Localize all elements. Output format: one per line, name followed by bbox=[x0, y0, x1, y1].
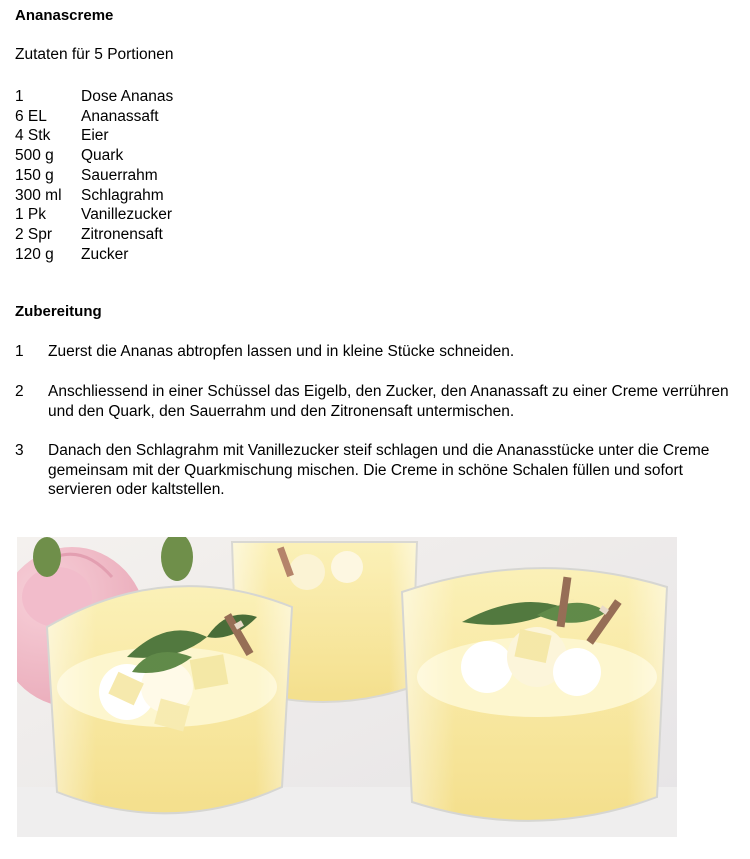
ingredient-qty: 500 g bbox=[15, 147, 54, 165]
dessert-photo bbox=[17, 537, 677, 837]
ingredient-item: Sauerrahm bbox=[81, 166, 158, 184]
step-number: 1 bbox=[15, 343, 24, 360]
preparation-title: Zubereitung bbox=[15, 303, 102, 320]
step-text: Anschliessend in einer Schüssel das Eigelb, den Zucker, den Ananassaft zu einer Creme verrühren und den Quark, den Sauerrahm und den Zitronensaft untermischen. bbox=[48, 383, 729, 420]
ingredient-qty: 4 Stk bbox=[15, 127, 51, 145]
ingredient-qty: 1 bbox=[15, 88, 24, 105]
portions-line: Zutaten für 5 Portionen bbox=[15, 46, 174, 63]
ingredient-item: Ananassaft bbox=[81, 107, 159, 125]
ingredient-row bbox=[15, 225, 173, 245]
ingredient-row bbox=[15, 245, 173, 265]
ingredient-qty: 300 ml bbox=[15, 186, 62, 204]
ingredient-qty: 150 g bbox=[15, 166, 54, 184]
ingredient-qty: 120 g bbox=[15, 245, 54, 263]
ingredient-item: Quark bbox=[81, 147, 124, 165]
ingredient-list bbox=[15, 87, 173, 264]
ingredient-item: Zucker bbox=[81, 245, 129, 263]
ingredient-row bbox=[15, 166, 173, 186]
recipe-title: Ananascreme bbox=[15, 7, 114, 24]
step-text: Danach den Schlagrahm mit Vanillezucker steif schlagen und die Ananasstücke unter die Creme gemeinsam mit der Quarkmischung mischen. Die Creme in schöne Schalen füllen und sofort servieren oder kaltstellen. bbox=[48, 442, 710, 499]
ingredient-row bbox=[15, 107, 173, 127]
ingredient-item: Eier bbox=[81, 127, 109, 145]
ingredient-row bbox=[15, 186, 173, 206]
ingredient-item: Dose Ananas bbox=[81, 88, 174, 105]
step-text: Zuerst die Ananas abtropfen lassen und in kleine Stücke schneiden. bbox=[48, 343, 515, 360]
preparation-step bbox=[15, 382, 730, 421]
preparation-step bbox=[15, 342, 730, 362]
ingredient-item: Vanillezucker bbox=[81, 206, 173, 224]
ingredient-qty: 1 Pk bbox=[15, 206, 47, 224]
preparation-step bbox=[15, 441, 730, 500]
ingredient-row bbox=[15, 126, 173, 146]
ingredient-qty: 6 EL bbox=[15, 107, 47, 125]
step-number: 3 bbox=[15, 442, 24, 459]
ingredient-item: Zitronensaft bbox=[81, 225, 163, 243]
ingredient-item: Schlagrahm bbox=[81, 186, 164, 204]
ingredient-row bbox=[15, 87, 173, 107]
ingredient-row bbox=[15, 146, 173, 166]
ingredient-qty: 2 Spr bbox=[15, 225, 53, 243]
ingredient-row bbox=[15, 205, 173, 225]
step-number: 2 bbox=[15, 383, 24, 400]
